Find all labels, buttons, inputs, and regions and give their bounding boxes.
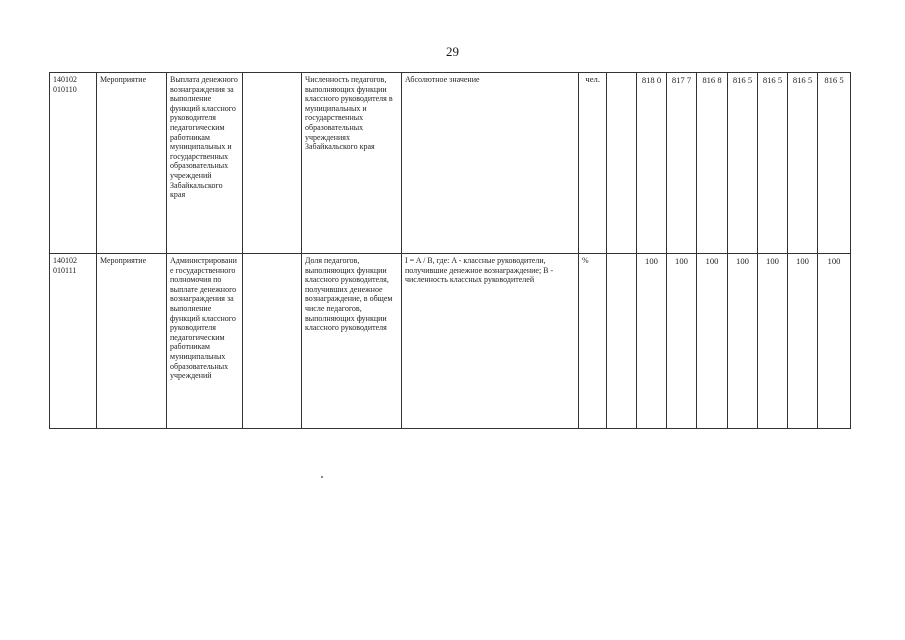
row-value: 816 5 <box>728 73 758 254</box>
row-code: 140102 010111 <box>50 254 97 429</box>
row-code: 140102 010110 <box>50 73 97 254</box>
empty-cell <box>243 73 302 254</box>
row-method: I = A / B, где: A - классные руководители, получившие денежное вознаграждение; B - численность классных руководителей <box>402 254 579 429</box>
row-value: 100 <box>818 254 851 429</box>
table-row <box>50 254 851 429</box>
empty-cell <box>243 254 302 429</box>
row-value: 817 7 <box>667 73 697 254</box>
row-indicator: Численность педагогов, выполняющих функции классного руководителя в муниципальных и государственных образовательных учреждениях Забайкальского края <box>302 73 402 254</box>
row-unit: % <box>579 254 607 429</box>
row-value: 100 <box>728 254 758 429</box>
row-value: 816 5 <box>788 73 818 254</box>
row-value: 816 5 <box>758 73 788 254</box>
row-unit: чел. <box>579 73 607 254</box>
empty-cell <box>607 254 637 429</box>
row-value: 100 <box>697 254 728 429</box>
row-type: Мероприятие <box>97 254 167 429</box>
row-type: Мероприятие <box>97 73 167 254</box>
row-value: 816 8 <box>697 73 728 254</box>
row-value: 100 <box>788 254 818 429</box>
row-indicator: Доля педагогов, выполняющих функции классного руководителя, получивших денежное вознаграждение, в общем числе педагогов, выполняющих функции классного руководителя <box>302 254 402 429</box>
row-method: Абсолютное значение <box>402 73 579 254</box>
indicator-table <box>49 72 851 429</box>
row-value: 818 0 <box>637 73 667 254</box>
row-value: 100 <box>637 254 667 429</box>
row-value: 816 5 <box>818 73 851 254</box>
empty-cell <box>607 73 637 254</box>
page-number: 29 <box>446 44 459 59</box>
row-value: 100 <box>758 254 788 429</box>
row-name: Администрирование государственного полномочия по выплате денежного вознаграждения за выполнение функций классного руководителя педагогическим работникам муниципальных образовательных учреждений <box>167 254 243 429</box>
row-value: 100 <box>667 254 697 429</box>
scan-speck <box>321 476 323 478</box>
row-name: Выплата денежного вознаграждения за выполнение функций классного руководителя педагогическим работникам муниципальных и государственных образовательных учреждений Забайкальского края <box>167 73 243 254</box>
table-row <box>50 73 851 254</box>
